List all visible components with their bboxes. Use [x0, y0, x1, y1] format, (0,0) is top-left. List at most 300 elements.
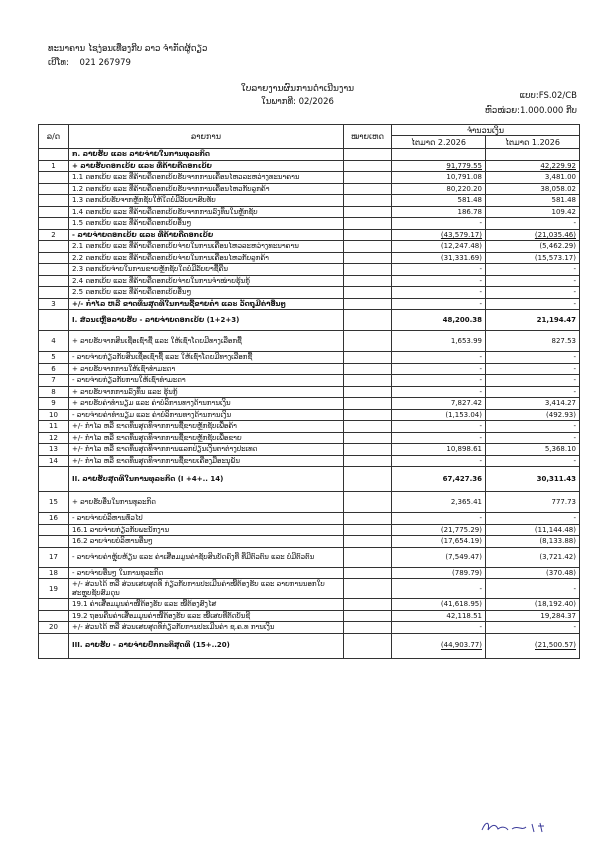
row-value-q1-text: 3,481.00 — [544, 173, 576, 181]
row-item-text: + ລາຍຮັບຈາກການລົງທຶນ ແລະ ຮຸ້ນກູ້ — [72, 387, 178, 396]
row-item-text: 2.5 ດອກເບ້ຍ ແລະ ທີ່ຄ້າຍຄືດອກເບ້ຍອື່ນໆ — [72, 288, 192, 296]
row-number-text: 8 — [51, 387, 56, 396]
table-row — [39, 331, 580, 352]
row-value-q1-text: (11,144.48) — [534, 525, 576, 534]
row-item — [69, 310, 344, 331]
row-value-q2-text: - — [479, 364, 482, 373]
row-value-q1-text: - — [573, 584, 576, 593]
row-value-q2 — [392, 409, 486, 421]
row-value-q1 — [486, 610, 580, 622]
row-item-text: 16.2 ລາຍຈ່າຍບໍລິຫານອື່ນໆ — [72, 537, 153, 545]
row-note — [344, 310, 392, 331]
row-value-q2 — [392, 172, 486, 184]
row-item-text: 2.2 ດອກເບ້ຍ ແລະ ທີ່ຄ້າຍຄືດອກເບ້ຍຈ່າຍໃນການເຄື່ອນໄຫວກັບລູກຄ້າ — [72, 253, 269, 262]
row-number — [39, 331, 69, 352]
row-item — [69, 398, 344, 410]
row-value-q1 — [486, 352, 580, 364]
row-note — [344, 160, 392, 172]
income-statement-table — [38, 124, 580, 659]
unit-label: ຫົວໜ່ວຍ:1.000.000 ກີບ — [484, 106, 577, 116]
row-value-q1-text: (15,573.17) — [534, 253, 576, 262]
row-item — [69, 492, 344, 513]
row-number-text: 6 — [51, 364, 56, 373]
row-value-q1 — [486, 275, 580, 287]
row-value-q1 — [486, 241, 580, 253]
row-value-q1 — [486, 206, 580, 218]
row-value-q2 — [392, 547, 486, 567]
row-value-q1-text: 30,311.43 — [536, 474, 576, 483]
row-number-text: 15 — [49, 497, 58, 506]
row-number — [39, 421, 69, 433]
table-row — [39, 633, 580, 658]
row-value-q1 — [486, 183, 580, 195]
row-value-q1-text: (21,500.57) — [534, 641, 576, 650]
row-number-text: 4 — [51, 336, 56, 345]
row-value-q1-text: (370.48) — [546, 568, 576, 577]
phone-label: ເບີໂທ: — [48, 58, 69, 68]
row-item-text: - ລາຍຈ່າຍກ່ຽວກັບການໃຫ້ເຊົ່າທຳມະດາ — [72, 376, 186, 384]
row-value-q2 — [392, 492, 486, 513]
table-row — [39, 275, 580, 287]
table-row — [39, 421, 580, 433]
row-value-q2-text: (41,618.95) — [440, 600, 482, 608]
row-value-q2-text: - — [479, 623, 482, 631]
row-number — [39, 567, 69, 579]
row-item — [69, 633, 344, 658]
row-item-text: 2.3 ດອກເບ້ຍຈ່າຍໃນການຂາຍຫຼັກຊັບໃດບໍ່ມີລັບຍາຊື້ຄືນ — [72, 265, 228, 273]
row-value-q2-text: 7,827.42 — [450, 399, 482, 407]
row-number — [39, 287, 69, 299]
row-value-q2 — [392, 610, 486, 622]
col-header-item: ລາຍການ — [69, 125, 344, 149]
row-value-q1 — [486, 455, 580, 467]
row-note — [344, 579, 392, 599]
row-number — [39, 352, 69, 364]
row-note — [344, 183, 392, 195]
row-value-q2-text: (44,903.77) — [440, 641, 482, 650]
row-value-q1 — [486, 633, 580, 658]
row-value-q1 — [486, 444, 580, 456]
row-number-text: 10 — [49, 410, 58, 419]
row-value-q2 — [392, 432, 486, 444]
row-item — [69, 409, 344, 421]
row-number — [39, 513, 69, 525]
row-item-text: +/- ກຳໄລ ຫລື ຂາດທຶນສຸດທິຈາກການແລກປ່ຽນເງິນຕາຕ່າງປະເທດ — [72, 445, 258, 453]
table-row — [39, 444, 580, 456]
row-value-q1-text: 777.73 — [551, 497, 576, 506]
row-value-q2-text: 581.48 — [457, 196, 482, 204]
row-note — [344, 195, 392, 207]
row-item — [69, 536, 344, 548]
row-number-text: 9 — [51, 399, 56, 407]
row-value-q1 — [486, 536, 580, 548]
row-value-q1-text: (21,035.46) — [534, 230, 576, 239]
row-number — [39, 444, 69, 456]
row-value-q2 — [392, 524, 486, 536]
row-note — [344, 352, 392, 364]
row-value-q2 — [392, 375, 486, 387]
row-number-text: 7 — [51, 376, 56, 384]
row-value-q2-text: - — [479, 219, 482, 227]
row-item — [69, 467, 344, 492]
row-item-text: + ລາຍຮັບຈາກການໃຫ້ເຊົ່າທຳມະດາ — [72, 364, 176, 373]
row-value-q2-text: (43,579.17) — [440, 230, 482, 239]
row-number — [39, 409, 69, 421]
row-note — [344, 444, 392, 456]
row-value-q2-text: - — [479, 276, 482, 285]
row-value-q1-text: (3,721.42) — [539, 553, 576, 561]
row-value-q2 — [392, 467, 486, 492]
row-number — [39, 622, 69, 634]
table-row — [39, 206, 580, 218]
row-value-q1-text: - — [573, 364, 576, 373]
table-row — [39, 172, 580, 184]
row-value-q2 — [392, 398, 486, 410]
row-value-q2-text: (12,247.48) — [440, 242, 482, 250]
row-value-q1-text: 5,368.10 — [544, 445, 576, 453]
row-item — [69, 610, 344, 622]
row-item-text: I. ສ່ວນເຫຼືອລາຍຮັບ - ລາຍຈ່າຍດອກເບ້ຍ (1+2+3) — [72, 315, 240, 324]
table-row — [39, 599, 580, 611]
row-value-q1 — [486, 195, 580, 207]
row-value-q1-text: - — [573, 353, 576, 361]
row-value-q1 — [486, 252, 580, 264]
row-value-q1 — [486, 547, 580, 567]
row-number — [39, 375, 69, 387]
row-value-q2 — [392, 386, 486, 398]
row-value-q2-text: 48,200.38 — [442, 315, 482, 324]
row-value-q1 — [486, 264, 580, 276]
row-value-q2 — [392, 579, 486, 599]
table-row — [39, 492, 580, 513]
row-item-text: III. ລາຍຮັບ - ລາຍຈ່າຍປົກກະຕິສຸດທິ (15+..20) — [72, 641, 230, 650]
row-number-text: 20 — [49, 623, 58, 631]
table-row — [39, 229, 580, 241]
row-value-q2 — [392, 421, 486, 433]
row-value-q1-text: - — [573, 265, 576, 273]
row-note — [344, 172, 392, 184]
row-value-q1 — [486, 622, 580, 634]
row-value-q2 — [392, 331, 486, 352]
row-note — [344, 633, 392, 658]
row-value-q2-text: - — [479, 288, 482, 296]
row-value-q1 — [486, 524, 580, 536]
row-item-text: +/- ກຳໄລ ຫລື ຂາດທຶນສຸດທິຈາກການຊື້ຂາຍຫຼັກຊັບເພື່ອຄ້າ — [72, 422, 237, 430]
table-row — [39, 536, 580, 548]
row-note — [344, 206, 392, 218]
row-value-q2 — [392, 160, 486, 172]
table-row — [39, 409, 580, 421]
row-item — [69, 183, 344, 195]
row-value-q2-text: - — [479, 456, 482, 465]
row-item — [69, 298, 344, 310]
row-value-q1-text: 827.53 — [551, 336, 576, 345]
row-value-q2-text: (21,775.29) — [440, 525, 482, 534]
row-note — [344, 524, 392, 536]
row-value-q1-text: 42,229.92 — [540, 161, 576, 170]
row-item — [69, 444, 344, 456]
row-item — [69, 375, 344, 387]
row-item-text: 1.3 ດອກເບ້ຍຮັບຈາກຫຼັກຊັບໃຫ້ໃດບໍ່ມີລັບຍາສົບທັບ — [72, 196, 216, 204]
row-note — [344, 218, 392, 230]
table-row — [39, 160, 580, 172]
row-item — [69, 218, 344, 230]
row-note — [344, 331, 392, 352]
row-item-text: + ລາຍຮັບດອກເບ້ຍ ແລະ ທີ່ຄ້າຍຄືດອກເບ້ຍ — [72, 161, 212, 170]
row-note — [344, 622, 392, 634]
row-number — [39, 149, 69, 161]
row-value-q2 — [392, 633, 486, 658]
row-value-q1-text: 38,058.02 — [540, 184, 576, 193]
row-note — [344, 241, 392, 253]
row-value-q2 — [392, 567, 486, 579]
row-item — [69, 149, 344, 161]
row-value-q1-text: 19,284.37 — [540, 611, 576, 620]
row-item — [69, 160, 344, 172]
row-number — [39, 398, 69, 410]
row-item-text: +/- ກຳໄລ ຫລື ຂາດທຶນສຸດທິໃນການຊື້ຂາຍຄຳ ແລະ ວັດຖຸມີຄ່າອື່ນໆ — [72, 299, 286, 308]
row-number — [39, 310, 69, 331]
row-note — [344, 567, 392, 579]
row-note — [344, 264, 392, 276]
row-value-q2-text: (31,331.69) — [440, 253, 482, 262]
bank-name: ທະນາຄານ ໄຊງ່ອນເທື່ອງກີບ ລາວ ຈໍາກັດຜູ້ດຽວ — [48, 44, 208, 54]
row-number — [39, 432, 69, 444]
table-row — [39, 432, 580, 444]
row-value-q2-text: 1,653.99 — [450, 336, 482, 345]
row-number — [39, 524, 69, 536]
row-item — [69, 195, 344, 207]
row-value-q2-text: 42,118.51 — [446, 611, 482, 620]
row-number — [39, 206, 69, 218]
row-note — [344, 375, 392, 387]
row-note — [344, 421, 392, 433]
row-number — [39, 386, 69, 398]
row-item-text: 1.1 ດອກເບ້ຍ ແລະ ທີ່ຄ້າຍຄືດອກເບ້ຍຮັບຈາກການເຄື່ອນໄຫວລະຫວ່າງທະນາຄານ — [72, 173, 300, 181]
table-row — [39, 264, 580, 276]
row-note — [344, 298, 392, 310]
row-value-q2-text: (789.79) — [452, 568, 482, 577]
col-header-amount: ຈຳນວນເງິນ — [392, 125, 580, 136]
row-value-q1 — [486, 375, 580, 387]
row-item — [69, 229, 344, 241]
row-note — [344, 409, 392, 421]
row-item-text: 2.1 ດອກເບ້ຍ ແລະ ທີ່ຄ້າຍຄືດອກເບ້ຍຈ່າຍໃນການເຄື່ອນໄຫວລະຫວ່າງທະນາຄານ — [72, 242, 299, 250]
row-value-q1 — [486, 363, 580, 375]
row-value-q1 — [486, 579, 580, 599]
row-value-q2-text: 91,779.55 — [446, 161, 482, 170]
row-value-q1-text: (8,133.88) — [539, 537, 576, 545]
row-number-text: 5 — [51, 353, 56, 361]
table-body — [39, 149, 580, 659]
row-value-q1 — [486, 160, 580, 172]
row-value-q2-text: 186.78 — [457, 207, 482, 216]
row-number-text: 13 — [49, 445, 58, 453]
row-number — [39, 579, 69, 599]
row-item-text: +/- ສ່ວນໄດ້ ຫລື ສ່ວນເສຍສຸດທິກ່ຽວກັບການປະເມີນຄ່າ ຊ.ຄ.ທ ການເງິນ — [72, 623, 275, 631]
row-item-text: - ລາຍຈ່າຍກ່ຽວກັບສິນເຊື່ອເຊົ່າຊື້ ແລະ ໃຫ້ເຊົ່າໂດຍມີທາງເລືອກຊື້ — [72, 353, 253, 361]
col-header-no: ລ/ດ — [39, 125, 69, 149]
row-item — [69, 567, 344, 579]
row-value-q1 — [486, 513, 580, 525]
col-header-note: ໝາຍເຫດ — [344, 125, 392, 149]
row-value-q1 — [486, 287, 580, 299]
row-number-text: 3 — [51, 299, 56, 308]
row-value-q2-text: 10,898.61 — [446, 445, 482, 453]
row-number — [39, 455, 69, 467]
row-value-q1 — [486, 567, 580, 579]
row-item — [69, 352, 344, 364]
row-note — [344, 547, 392, 567]
row-value-q2 — [392, 206, 486, 218]
row-item — [69, 264, 344, 276]
row-value-q1 — [486, 149, 580, 161]
row-value-q2 — [392, 444, 486, 456]
row-note — [344, 536, 392, 548]
row-item — [69, 363, 344, 375]
table-row — [39, 622, 580, 634]
table-row — [39, 352, 580, 364]
row-value-q2-text: - — [479, 376, 482, 384]
row-number — [39, 241, 69, 253]
row-item-text: + ລາຍຮັບຄ່າທຳນຽມ ແລະ ຄ່າບໍລິການທາງດ້ານການເງິນ — [72, 399, 231, 407]
row-value-q1-text: - — [573, 623, 576, 631]
table-row — [39, 455, 580, 467]
row-item — [69, 241, 344, 253]
row-number — [39, 492, 69, 513]
row-value-q1-text: - — [573, 376, 576, 384]
table-row — [39, 363, 580, 375]
row-item-text: - ລາຍຈ່າຍບໍລິຫານທົ່ວໄປ — [72, 514, 143, 522]
row-item-text: II. ລາຍຮັບສຸດທິໃນການທຸລະກິດ (I +4+.. 14) — [72, 474, 224, 483]
row-note — [344, 252, 392, 264]
row-value-q2-text: (17,654.19) — [440, 537, 482, 545]
row-value-q1-text: - — [573, 514, 576, 522]
row-number — [39, 547, 69, 567]
row-value-q2 — [392, 363, 486, 375]
row-note — [344, 467, 392, 492]
row-note — [344, 599, 392, 611]
signature — [478, 818, 558, 836]
row-value-q2 — [392, 298, 486, 310]
row-value-q2-text: 67,427.36 — [442, 474, 482, 483]
row-note — [344, 432, 392, 444]
row-number-text: 14 — [49, 456, 58, 465]
row-value-q2-text: 2,365.41 — [450, 497, 482, 506]
row-value-q2 — [392, 229, 486, 241]
row-value-q2 — [392, 455, 486, 467]
row-value-q1 — [486, 331, 580, 352]
row-value-q2-text: - — [479, 353, 482, 361]
page-title: ໃບລາຍງານຜົນການດຳເນີນງານ — [240, 84, 355, 94]
row-item-text: +/- ກຳໄລ ຫລື ຂາດທຶນສຸດທິຈາກການຊື້ຂາຍເຄື່ອງມືອະນຸພັນ — [72, 456, 240, 465]
row-item — [69, 206, 344, 218]
row-value-q2 — [392, 275, 486, 287]
row-item-text: +/- ສ່ວນໄດ້ ຫລື ສ່ວນເສຍສຸດທິ ກ່ຽວກັບການປະເມີນຄ່າໜີ້ຕ້ອງຮັບ ແລະ ລາຍການນອກໃບສະຫຼຸບຊັບສົມດຸນ — [72, 579, 325, 597]
row-item-text: + ລາຍຮັບອື່ນໃນການທຸລະກິດ — [72, 497, 156, 506]
table-row — [39, 386, 580, 398]
row-number-text: 19 — [49, 584, 58, 593]
table-row — [39, 524, 580, 536]
row-value-q1 — [486, 298, 580, 310]
row-value-q2-text: 10,791.08 — [446, 173, 482, 181]
row-number — [39, 264, 69, 276]
row-value-q2-text: (7,549.47) — [445, 553, 482, 561]
table-row — [39, 467, 580, 492]
row-number-text: 16 — [49, 514, 58, 522]
row-value-q2 — [392, 183, 486, 195]
row-note — [344, 610, 392, 622]
row-value-q2 — [392, 622, 486, 634]
phone-number: 021 267979 — [79, 58, 131, 68]
row-value-q2-text: - — [479, 299, 482, 308]
row-value-q1-text: (492.93) — [546, 410, 576, 419]
row-note — [344, 287, 392, 299]
table-row — [39, 579, 580, 599]
row-number — [39, 229, 69, 241]
row-item-text: 2.4 ດອກເບ້ຍ ແລະ ທີ່ຄ້າຍຄືດອກເບ້ຍຈ່າຍໃນການຈຳໜ່າຍຮຸ້ນກູ້ — [72, 276, 250, 285]
row-value-q1 — [486, 398, 580, 410]
row-item — [69, 421, 344, 433]
row-item-text: + ລາຍຮັບຈາກສິນເຊື່ອເຊົ່າຊື້ ແລະ ໃຫ້ເຊົ່າໂດຍມີທາງເລືອກຊື້ — [72, 336, 242, 345]
row-item — [69, 172, 344, 184]
row-item-text: - ລາຍຈ່າຍດອກເບ້ຍ ແລະ ທີ່ຄ້າຍຄືດອກເບ້ຍ — [72, 230, 214, 239]
row-number-text: 11 — [49, 422, 58, 430]
row-value-q2-text: - — [479, 514, 482, 522]
row-note — [344, 275, 392, 287]
row-number-text: 2 — [51, 230, 56, 239]
row-value-q2-text: - — [479, 387, 482, 396]
row-value-q1 — [486, 492, 580, 513]
row-value-q2 — [392, 149, 486, 161]
row-value-q1-text: - — [573, 299, 576, 308]
row-item — [69, 287, 344, 299]
row-item — [69, 386, 344, 398]
row-item-text: 1.5 ດອກເບ້ຍ ແລະ ທີ່ຄ້າຍຄືດອກເບ້ຍອື່ນໆ — [72, 219, 192, 227]
row-value-q1-text: 581.48 — [551, 196, 576, 204]
row-item — [69, 547, 344, 567]
report-period: ໃນພາກທີ: 02/2026 — [261, 97, 334, 107]
row-value-q1-text: 21,194.47 — [536, 315, 576, 324]
row-value-q1 — [486, 599, 580, 611]
table-row — [39, 610, 580, 622]
row-item-text: 1.4 ດອກເບ້ຍ ແລະ ທີ່ຄ້າຍຄືດອກເບ້ຍຮັບຈາກການລົງທຶນໃນຫຼັກຊັບ — [72, 207, 258, 216]
table-row — [39, 567, 580, 579]
row-item — [69, 524, 344, 536]
row-value-q2 — [392, 218, 486, 230]
row-number — [39, 160, 69, 172]
row-value-q2 — [392, 536, 486, 548]
row-item — [69, 622, 344, 634]
row-value-q1 — [486, 409, 580, 421]
row-value-q2 — [392, 287, 486, 299]
row-value-q1-text: (5,462.29) — [539, 242, 576, 250]
row-value-q2 — [392, 264, 486, 276]
row-value-q1 — [486, 218, 580, 230]
row-value-q2 — [392, 599, 486, 611]
table-row — [39, 310, 580, 331]
table-row — [39, 183, 580, 195]
row-note — [344, 363, 392, 375]
row-number-text: 1 — [51, 161, 56, 170]
table-row — [39, 298, 580, 310]
row-number-text: 18 — [49, 568, 58, 577]
row-number — [39, 275, 69, 287]
row-note — [344, 386, 392, 398]
row-number — [39, 536, 69, 548]
row-value-q2 — [392, 310, 486, 331]
table-row — [39, 398, 580, 410]
